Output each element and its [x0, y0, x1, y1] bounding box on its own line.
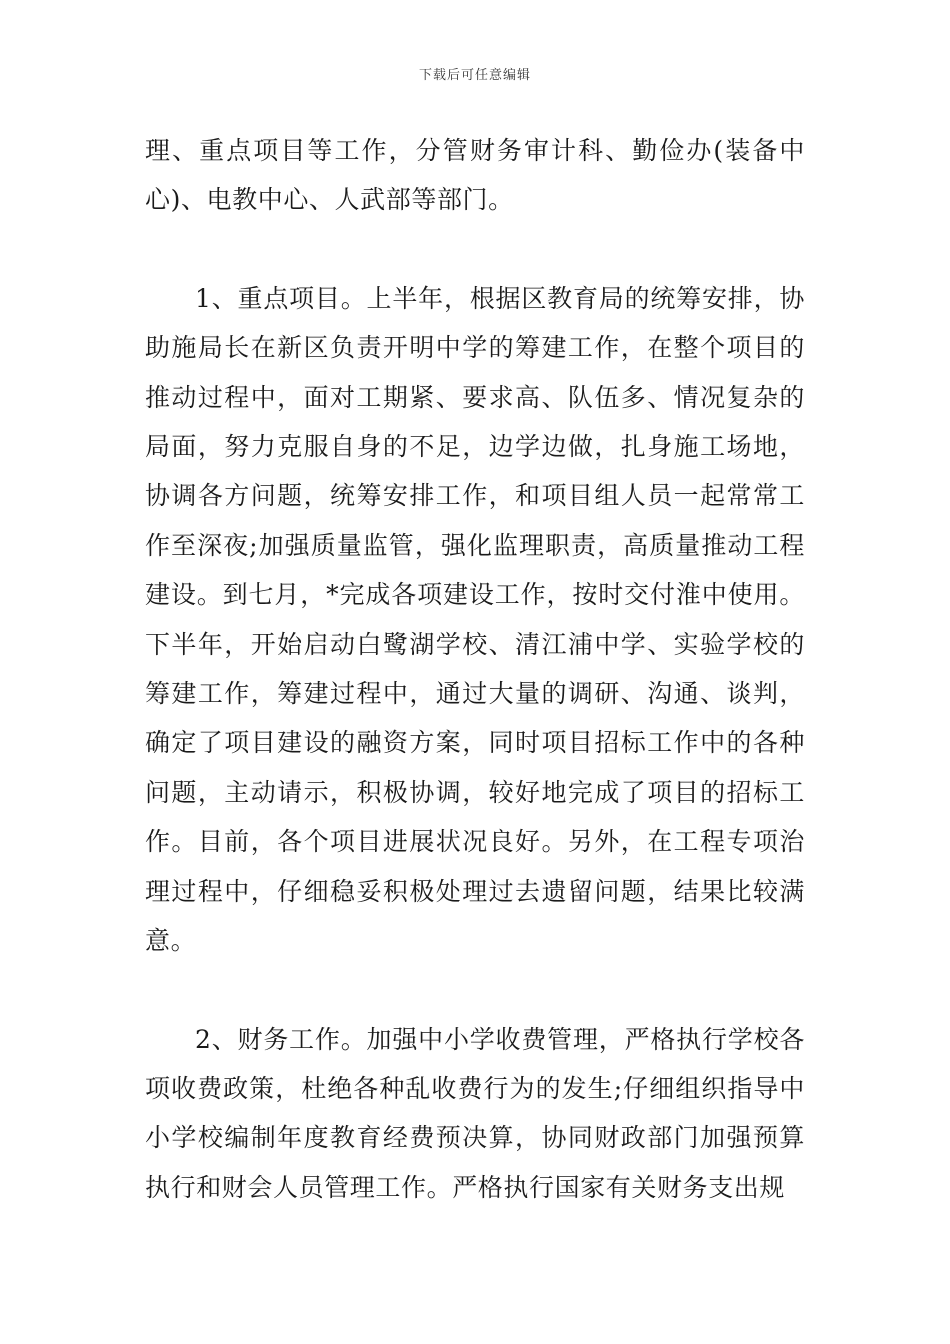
paragraph-finance-work: 2、财务工作。加强中小学收费管理，严格执行学校各项收费政策，杜绝各种乱收费行为的发生;仔细组织指导中小学校编制年度教育经费预决算，协同财政部门加强预算执行和财会人员管理工作。严格执行国家有关财务支出规 — [145, 1024, 805, 1202]
page-header-note: 下载后可任意编辑 — [418, 68, 531, 83]
paragraph-continuation: 理、重点项目等工作，分管财务审计科、勤俭办(装备中心)、电教中心、人武部等部门。 — [145, 136, 805, 215]
document-body — [145, 126, 805, 1212]
paragraph-key-projects: 1、重点项目。上半年，根据区教育局的统筹安排，协助施局长在新区负责开明中学的筹建工作，在整个项目的推动过程中，面对工期紧、要求高、队伍多、情况复杂的局面，努力克服自身的不足，边学边做，扎身施工场地，协调各方问题，统筹安排工作，和项目组人员一起常常工作至深夜;加强质量监管，强化监理职责，高质量推动工程建设。到七月，*完成各项建设工作，按时交付淮中使用。下半年，开始启动白鹭湖学校、清江浦中学、实验学校的筹建工作，筹建过程中，通过大量的调研、沟通、谈判，确定了项目建设的融资方案，同时项目招标工作中的各种问题，主动请示，积极协调，较好地完成了项目的招标工作。目前，各个项目进展状况良好。另外，在工程专项治理过程中，仔细稳妥积极处理过去遗留问题，结果比较满意。 — [145, 283, 805, 956]
